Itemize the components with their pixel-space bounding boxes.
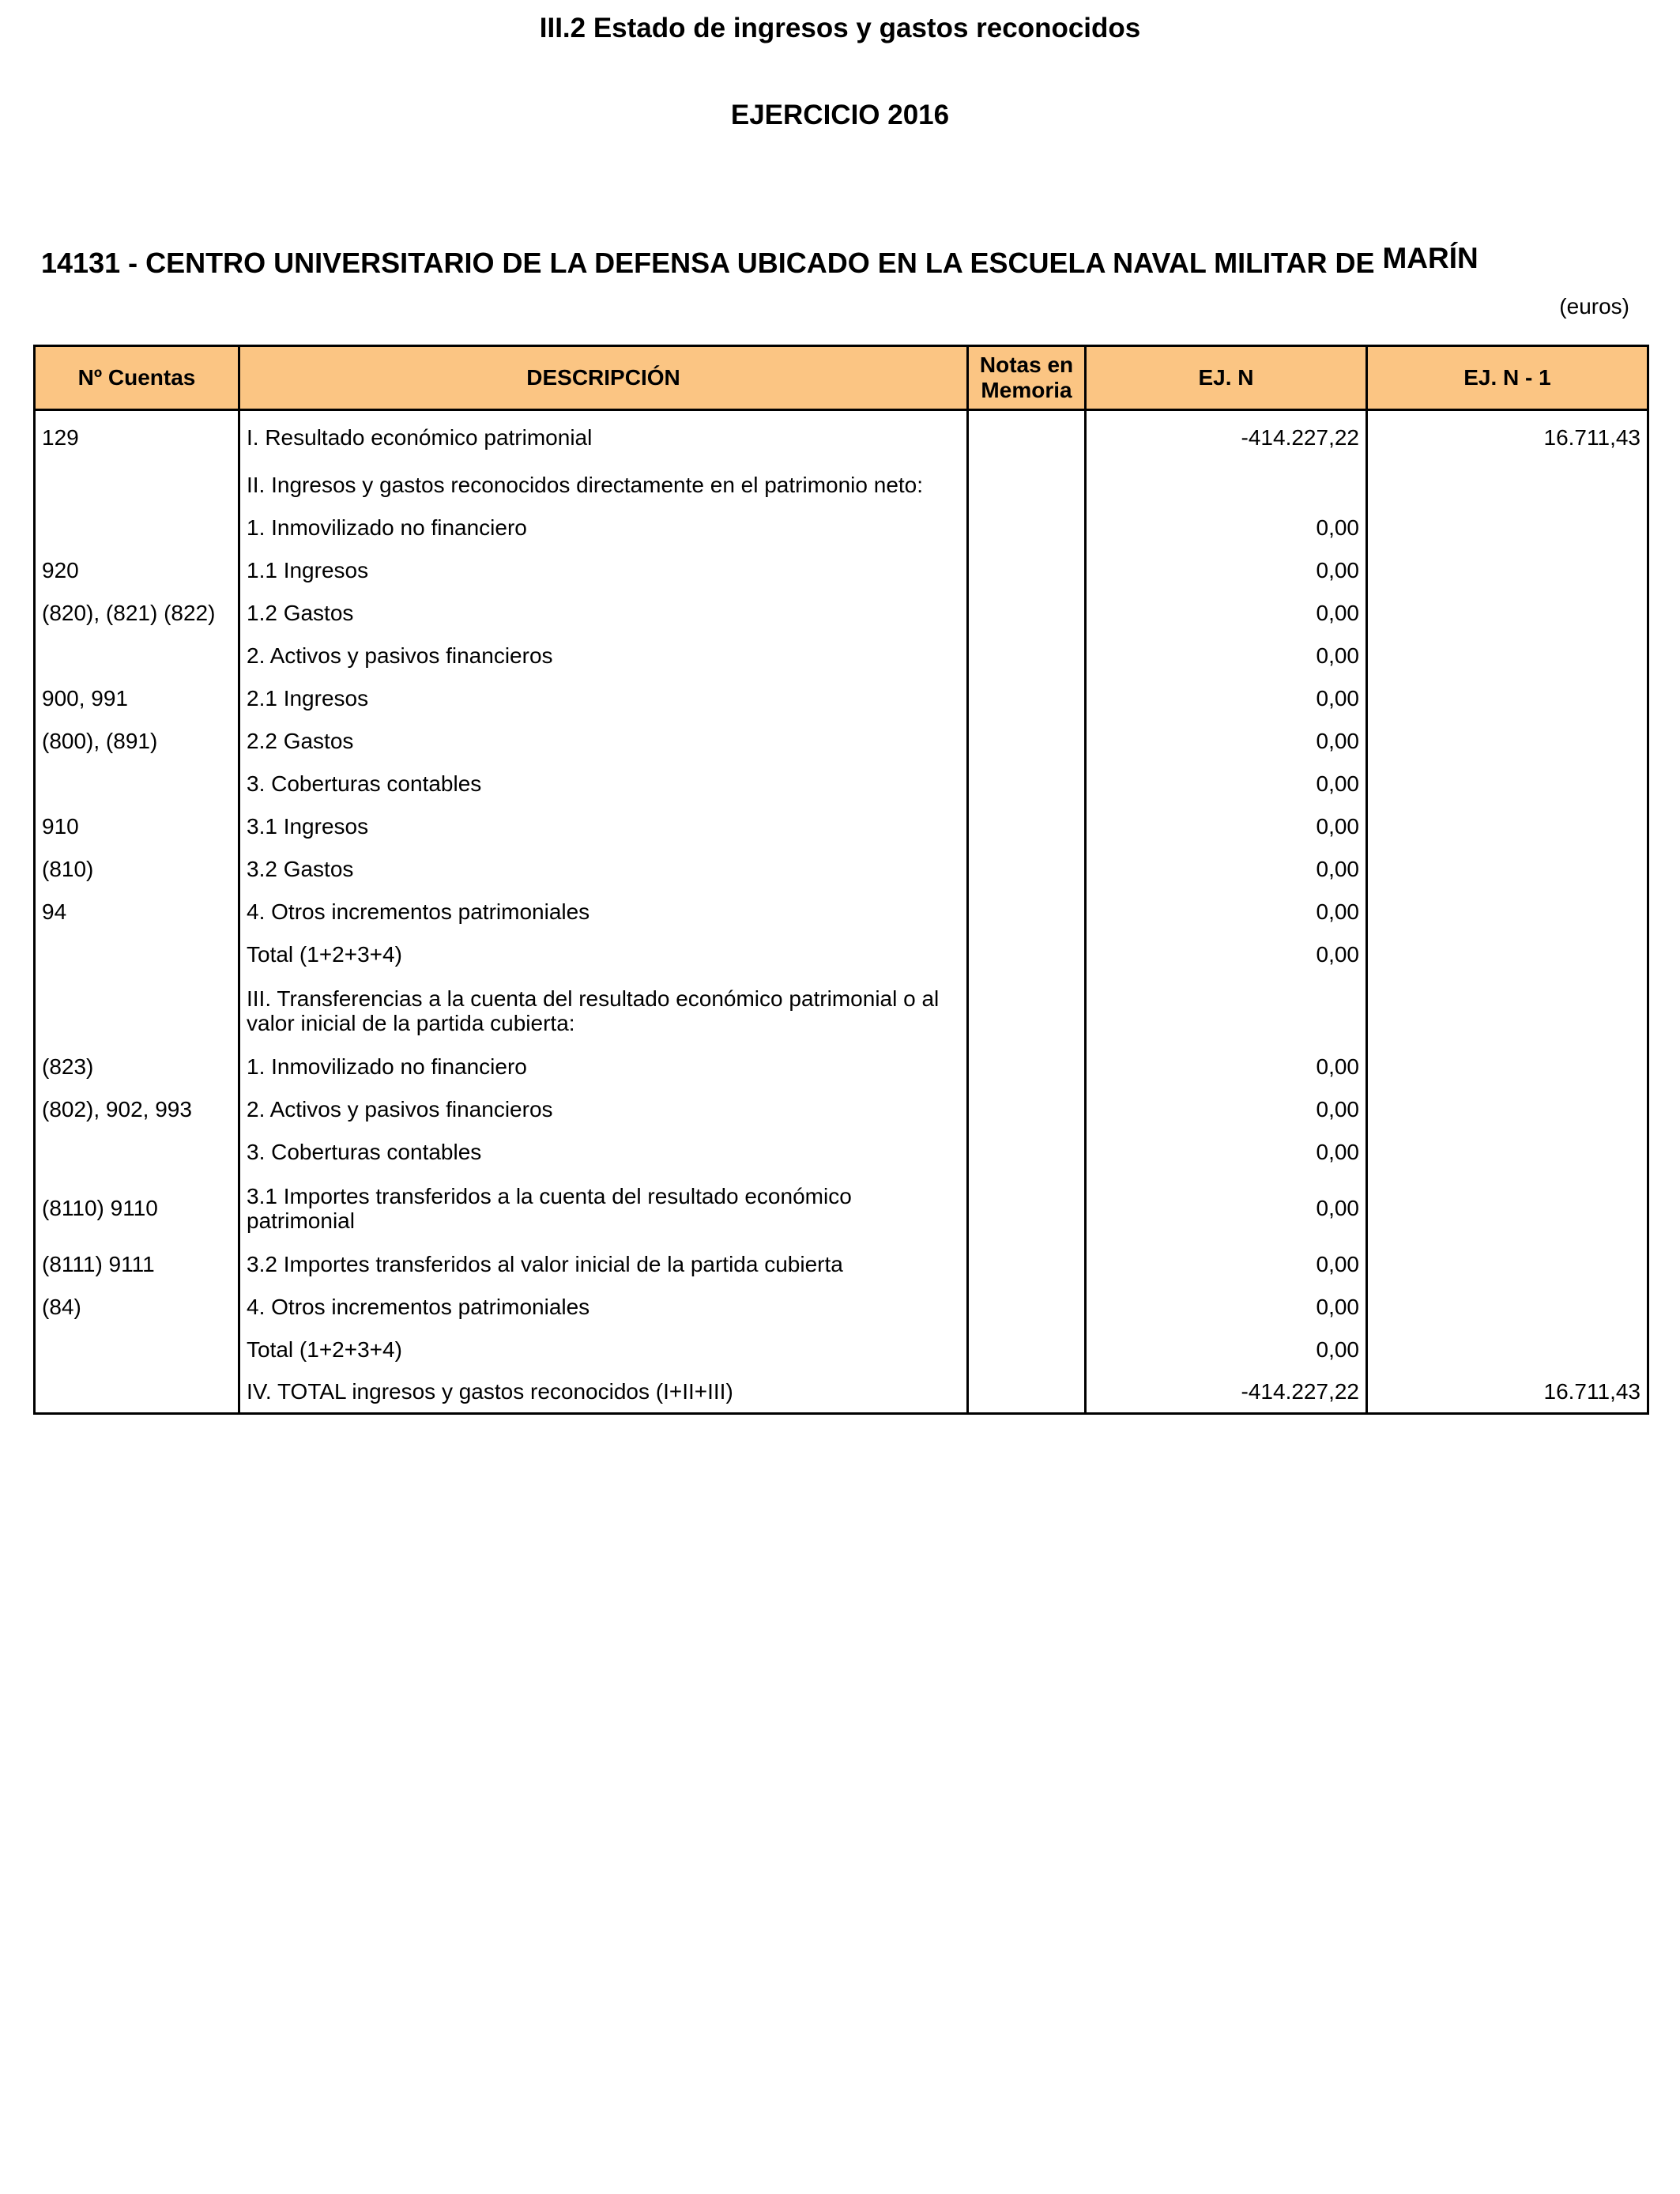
col-header-year-n: EJ. N (1086, 346, 1367, 410)
table-row (35, 1243, 1648, 1286)
table-row (35, 507, 1648, 549)
cell-year-n1 (1367, 720, 1648, 763)
cell-notes (968, 720, 1086, 763)
table-row (35, 635, 1648, 677)
cell-year-n1 (1367, 1243, 1648, 1286)
cell-year-n (1086, 464, 1367, 507)
cell-year-n: 0,00 (1086, 549, 1367, 592)
table-row (35, 1088, 1648, 1131)
statement-table (33, 345, 1649, 1415)
table-row (35, 677, 1648, 720)
cell-description: Total (1+2+3+4) (239, 933, 968, 976)
cell-accounts (35, 507, 239, 549)
cell-year-n1: 16.711,43 (1367, 1371, 1648, 1414)
cell-notes (968, 976, 1086, 1046)
col-header-accounts: Nº Cuentas (35, 346, 239, 410)
table-row (35, 720, 1648, 763)
table-row (35, 464, 1648, 507)
cell-year-n1 (1367, 1174, 1648, 1243)
cell-notes (968, 848, 1086, 891)
cell-year-n1 (1367, 1329, 1648, 1371)
cell-accounts (35, 1329, 239, 1371)
cell-notes (968, 549, 1086, 592)
cell-year-n: -414.227,22 (1086, 1371, 1367, 1414)
cell-notes (968, 507, 1086, 549)
cell-description: 4. Otros incrementos patrimoniales (239, 1286, 968, 1329)
cell-description: 3.1 Ingresos (239, 805, 968, 848)
cell-description: Total (1+2+3+4) (239, 1329, 968, 1371)
cell-year-n: 0,00 (1086, 1174, 1367, 1243)
cell-notes (968, 677, 1086, 720)
cell-notes (968, 1131, 1086, 1174)
cell-description: 3.2 Importes transferidos al valor inicial de la partida cubierta (239, 1243, 968, 1286)
cell-description: 2. Activos y pasivos financieros (239, 1088, 968, 1131)
cell-notes (968, 1243, 1086, 1286)
cell-year-n: 0,00 (1086, 720, 1367, 763)
cell-year-n: 0,00 (1086, 507, 1367, 549)
table-row (35, 1329, 1648, 1371)
cell-year-n1 (1367, 976, 1648, 1046)
table-row (35, 1286, 1648, 1329)
cell-year-n1 (1367, 1088, 1648, 1131)
cell-year-n1 (1367, 805, 1648, 848)
table-row (35, 976, 1648, 1046)
cell-description: IV. TOTAL ingresos y gastos reconocidos (I+II+III) (239, 1371, 968, 1414)
cell-description: 1.1 Ingresos (239, 549, 968, 592)
cell-description: 2.2 Gastos (239, 720, 968, 763)
table-row (35, 1174, 1648, 1243)
cell-notes (968, 891, 1086, 933)
cell-description: I. Resultado económico patrimonial (239, 410, 968, 464)
cell-year-n: 0,00 (1086, 1131, 1367, 1174)
cell-year-n1 (1367, 635, 1648, 677)
cell-notes (968, 410, 1086, 464)
cell-notes (968, 1088, 1086, 1131)
cell-year-n: 0,00 (1086, 891, 1367, 933)
cell-notes (968, 1329, 1086, 1371)
table-row (35, 805, 1648, 848)
cell-year-n: 0,00 (1086, 635, 1367, 677)
cell-year-n1 (1367, 848, 1648, 891)
cell-accounts: (84) (35, 1286, 239, 1329)
cell-year-n: 0,00 (1086, 1046, 1367, 1088)
cell-accounts: 94 (35, 891, 239, 933)
cell-year-n: 0,00 (1086, 763, 1367, 805)
cell-year-n: 0,00 (1086, 1088, 1367, 1131)
cell-notes (968, 1286, 1086, 1329)
cell-year-n1: 16.711,43 (1367, 410, 1648, 464)
cell-notes (968, 592, 1086, 635)
cell-year-n1 (1367, 549, 1648, 592)
cell-accounts (35, 763, 239, 805)
cell-year-n1 (1367, 464, 1648, 507)
cell-description: III. Transferencias a la cuenta del resultado económico patrimonial o al valor inicial de la partida cubierta: (239, 976, 968, 1046)
cell-description: 2.1 Ingresos (239, 677, 968, 720)
cell-accounts: (802), 902, 993 (35, 1088, 239, 1131)
entity-location: MARÍN (1382, 242, 1478, 274)
cell-description: 3. Coberturas contables (239, 763, 968, 805)
cell-accounts: 920 (35, 549, 239, 592)
table-header-row (35, 346, 1648, 410)
cell-accounts: (820), (821) (822) (35, 592, 239, 635)
table-row (35, 549, 1648, 592)
cell-year-n1 (1367, 592, 1648, 635)
cell-year-n: 0,00 (1086, 805, 1367, 848)
cell-year-n (1086, 976, 1367, 1046)
cell-year-n1 (1367, 1131, 1648, 1174)
table-row (35, 1371, 1648, 1414)
cell-description: 1. Inmovilizado no financiero (239, 507, 968, 549)
col-header-description: DESCRIPCIÓN (239, 346, 968, 410)
cell-description: 4. Otros incrementos patrimoniales (239, 891, 968, 933)
entity-heading (41, 242, 1478, 280)
cell-description: 2. Activos y pasivos financieros (239, 635, 968, 677)
cell-description: 3.2 Gastos (239, 848, 968, 891)
cell-notes (968, 763, 1086, 805)
cell-notes (968, 1371, 1086, 1414)
cell-description: 1. Inmovilizado no financiero (239, 1046, 968, 1088)
cell-accounts (35, 976, 239, 1046)
units-label: (euros) (1559, 294, 1629, 319)
cell-accounts: 900, 991 (35, 677, 239, 720)
cell-year-n: 0,00 (1086, 592, 1367, 635)
table-row (35, 891, 1648, 933)
cell-year-n: 0,00 (1086, 1329, 1367, 1371)
cell-notes (968, 933, 1086, 976)
cell-accounts: (8110) 9110 (35, 1174, 239, 1243)
cell-notes (968, 635, 1086, 677)
cell-accounts: (823) (35, 1046, 239, 1088)
cell-notes (968, 1046, 1086, 1088)
cell-accounts: (800), (891) (35, 720, 239, 763)
cell-year-n1 (1367, 1046, 1648, 1088)
cell-description: 1.2 Gastos (239, 592, 968, 635)
cell-accounts: 129 (35, 410, 239, 464)
cell-accounts (35, 635, 239, 677)
cell-year-n1 (1367, 507, 1648, 549)
cell-year-n: -414.227,22 (1086, 410, 1367, 464)
cell-year-n1 (1367, 933, 1648, 976)
exercise-title: EJERCICIO 2016 (730, 100, 950, 130)
section-title: III.2 Estado de ingresos y gastos reconocidos (539, 13, 1141, 43)
table-row (35, 1046, 1648, 1088)
cell-notes (968, 1174, 1086, 1243)
cell-year-n1 (1367, 677, 1648, 720)
cell-description: 3. Coberturas contables (239, 1131, 968, 1174)
cell-notes (968, 805, 1086, 848)
table-row (35, 1131, 1648, 1174)
cell-year-n: 0,00 (1086, 933, 1367, 976)
cell-accounts: 910 (35, 805, 239, 848)
entity-name: 14131 - CENTRO UNIVERSITARIO DE LA DEFENSA UBICADO EN LA ESCUELA NAVAL MILITAR DE (41, 247, 1375, 279)
cell-notes (968, 464, 1086, 507)
cell-accounts (35, 1371, 239, 1414)
cell-accounts: (810) (35, 848, 239, 891)
cell-description: II. Ingresos y gastos reconocidos directamente en el patrimonio neto: (239, 464, 968, 507)
cell-year-n: 0,00 (1086, 1243, 1367, 1286)
cell-year-n1 (1367, 891, 1648, 933)
col-header-year-n1: EJ. N - 1 (1367, 346, 1648, 410)
table-row (35, 763, 1648, 805)
table-row (35, 410, 1648, 464)
table-row (35, 848, 1648, 891)
cell-year-n: 0,00 (1086, 1286, 1367, 1329)
table-row (35, 933, 1648, 976)
cell-accounts (35, 933, 239, 976)
cell-description: 3.1 Importes transferidos a la cuenta del resultado económico patrimonial (239, 1174, 968, 1243)
cell-accounts: (8111) 9111 (35, 1243, 239, 1286)
cell-year-n1 (1367, 1286, 1648, 1329)
cell-year-n: 0,00 (1086, 677, 1367, 720)
cell-year-n: 0,00 (1086, 848, 1367, 891)
cell-accounts (35, 464, 239, 507)
cell-accounts (35, 1131, 239, 1174)
cell-year-n1 (1367, 763, 1648, 805)
table-row (35, 592, 1648, 635)
col-header-notes: Notas en Memoria (968, 346, 1086, 410)
